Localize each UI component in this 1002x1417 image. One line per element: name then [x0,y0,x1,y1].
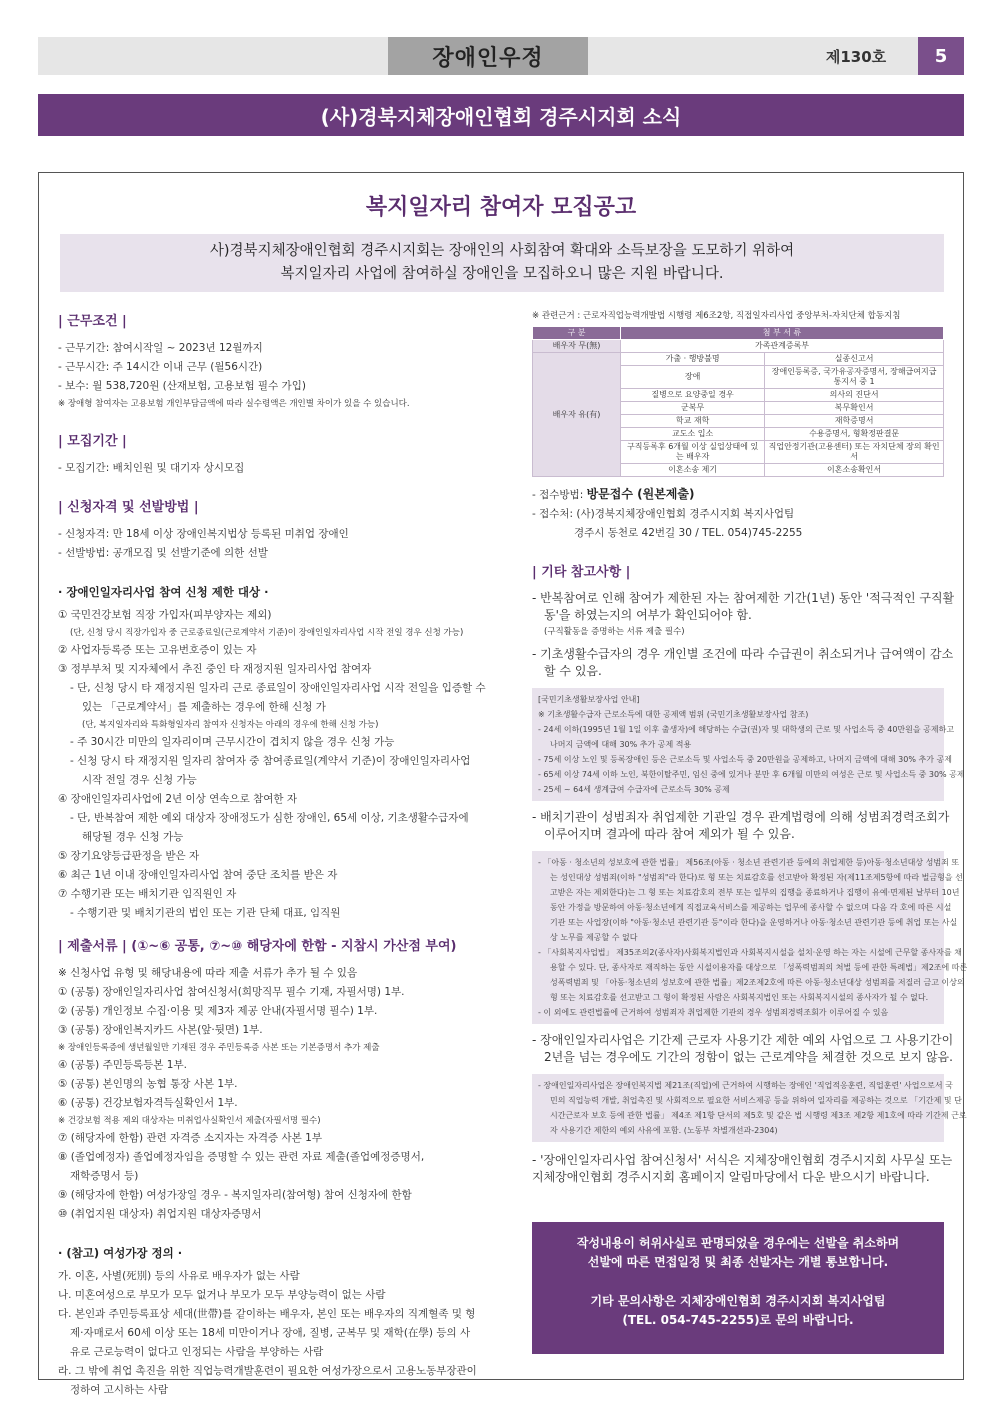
info-line: 나머지 금액에 대해 30% 추가 공제 적용 [550,740,692,749]
info-line: 동안 가정을 방문하여 아동·청소년에게 직접교육서비스를 제공하는 업무에 종사할 수 없으며 다음 각 호에 따른 시설 [550,903,952,912]
document-line: ※ 신청사업 유형 및 해당내용에 따라 제출 서류가 추가 될 수 있음 [58,967,358,979]
document-line: ③ (공통) 장애인복지카드 사본(앞·뒷면) 1부. [58,1024,263,1036]
table-header: 첨 부 서 류 [621,327,944,340]
info-line: - 이 외에도 관련법률에 근거하여 성범죄자 취업제한 기관의 경우 성범죄경력조회가 이루어질 수 있음 [538,1008,889,1017]
info-line: 상 노무를 제공할 수 없다 [550,933,638,942]
documents-table [532,326,944,477]
table-cell: 구직등록후 6개월 이상 실업상태에 있는 배우자 [621,441,765,464]
restriction-line: 있는 「근로계약서」를 제출하는 경우에 한해 신청 가 [82,701,326,713]
footer-line: 작성내용이 허위사실로 판명되었을 경우에는 선발을 취소하며 [576,1236,900,1250]
restriction-line: ② 사업자등록증 또는 고유번호증이 있는 자 [58,644,257,656]
apply-method-line [532,485,944,505]
table-header-row [533,327,944,340]
table-cell: 의사의 진단서 [765,389,944,402]
other-line: 이루어지며 결과에 따라 참여 제외가 될 수 있음. [544,827,795,841]
restriction-line: - 신청 당시 타 재정지원 일자리 참여자 중 참여종료일(계약서 기준)이 장애인일자리사업 [70,755,471,767]
footer-line: 선발에 따른 면접일정 및 최종 선발자는 개별 통보합니다. [587,1255,889,1269]
other-line: - 장애인일자리사업은 기간제 근로자 사용기간 제한 예외 사업으로 그 사용기간이 [532,1033,954,1047]
footer-line: 기타 문의사항은 지체장애인협회 경주시지회 복지사업팀 [590,1294,886,1308]
table-cell: 이혼소송 제기 [621,464,765,477]
restriction-line: ① 국민건강보험 직장 가입자(피부양자는 제외) [58,609,272,621]
info-line: [국민기초생활보장사업 안내] [538,695,640,704]
restriction-line: - 단, 반복참여 제한 예외 대상자 장애정도가 심한 장애인, 65세 이상, 기초생활수급자에 [70,812,469,824]
document-line: ※ 건강보험 적용 제외 대상자는 미취업사실확인서 제출(자필서명 필수) [58,1116,321,1126]
right-column [532,310,968,1186]
document-line: ⑨ (해당자에 한함) 여성가장일 경우 - 복지일자리(참여형) 참여 신청자에 한함 [58,1189,412,1201]
table-cell: 배우자 유(有) [533,353,621,477]
restriction-line: ⑦ 수행기관 또는 배치기관 임직원인 자 [58,888,237,900]
female-head-line: 나. 미혼여성으로 부모가 모두 없거나 부모가 모두 부양능력이 없는 사람 [58,1289,386,1301]
work-line: - 근무시간: 주 14시간 이내 근무 (월56시간) [58,361,263,373]
female-head-line: 라. 그 밖에 취업 촉진을 위한 직업능력개발훈련이 필요한 여성가장으로서 고용노동부장관이 [58,1365,477,1377]
female-head-line: 제·자매로서 60세 이상 또는 18세 미만이거나 장애, 질병, 군복무 및 재학(在學) 등의 사 [70,1327,471,1339]
sex-offense-info-box [532,851,968,1024]
table-cell: 장애인등록증, 국가유공자증명서, 장해급여지급통지서 중 1 [765,366,944,389]
table-row [533,340,944,353]
footer-line: (TEL. 054-745-2255)로 문의 바랍니다. [622,1313,854,1327]
restriction-line: - 수행기관 및 배치기관의 법인 또는 기관 단체 대표, 임직원 [70,907,341,919]
apply-place-line: 경주시 동천로 42번길 30 / TEL. 054)745-2255 [574,527,803,539]
table-cell: 복무확인서 [765,402,944,415]
info-line: 민의 직업능력 개발, 취업촉진 및 사회적으로 필요한 서비스제공 등을 위하여 일자리를 제공하는 것으로 「기간제 및 단 [550,1096,962,1105]
female-head-heading: · (참고) 여성가장 정의 · [58,1246,183,1260]
female-head-line: 유로 근로능력이 없다고 인정되는 사람을 부양하는 사람 [70,1346,324,1358]
table-cell: 가족관계증록부 [621,340,944,353]
page-number: 5 [918,37,964,75]
info-line: 자 사용기간 제한의 예외 사유에 포함. (노동부 차별개선과-2304) [550,1126,778,1135]
info-line: - 24세 이하(1995년 1월 1일 이후 출생자)에 해당하는 수급(권)자 및 대학생의 근로 및 사업소득 중 40만원을 공제하고 [538,725,955,734]
other-line: - 기초생활수급자의 경우 개인별 조건에 따라 수급권이 취소되거나 급여액이 감소 [532,647,954,661]
restriction-line: ⑤ 장기요양등급판정을 받은 자 [58,850,200,862]
table-cell: 재학증명서 [765,415,944,428]
restriction-line: - 단, 신청 당시 타 재정지원 일자리 근로 종료일이 장애인일자리사업 시작 전일을 입증할 수 [70,682,486,694]
restriction-line: ⑥ 최근 1년 이내 장애인일자리사업 참여 중단 조치를 받은 자 [58,869,338,881]
info-line: - 65세 이상 74세 이하 노인, 북한이탈주민, 임신 중에 있거나 분만 후 6개월 미만의 여성은 근로 및 사업소득 중 30% 공제 [538,770,965,779]
qualification-heading: | 신청자격 및 선발방법 | [58,500,199,515]
table-row [533,353,944,366]
table-cell: 이혼소송확인서 [765,464,944,477]
info-line: 는 성인대상 성범죄(이하 "성범죄"라 한다)로 형 또는 치료감호를 선고받아 확정된 자(제11조제5항에 따라 벌금형을 선 [550,873,963,882]
info-line: - 25세 ~ 64세 생계급여 수급자에 근로소득 30% 공제 [538,785,730,794]
work-note: ※ 장애형 참여자는 고용보험 개인부담금액에 따라 실수령액은 개인별 차이가 있을 수 있습니다. [58,399,410,409]
info-line: 고받은 자는 제외한다)는 그 형 또는 치료감호의 전부 또는 일부의 집행을 종료하거나 집행이 유예·면제된 날부터 10년 [550,888,960,897]
fixed-term-info-box [532,1074,967,1142]
document-line: ⑤ (공통) 본인명의 농협 통장 사본 1부. [58,1078,238,1090]
table-cell: 군복무 [621,402,765,415]
info-line: 시간근로자 보호 등에 관한 법률」 제4조 제1항 단서의 제5호 및 같은 법 시행령 제3조 제2항 제1호에 따라 기간제 근로 [550,1111,967,1120]
document-line: ④ (공통) 주민등록등본 1부. [58,1059,187,1071]
info-line: 성폭력범죄 및 「아동·청소년의 성보호에 관한 법률」제2조제2호에 따른 아동·청소년대상 성범죄를 저질러 금고 이상의 [550,978,965,987]
other-line: - 반복참여로 인해 참여가 제한된 자는 참여제한 기간(1년) 동안 '적극적인 구직활 [532,591,955,605]
info-line: - 「사회복지사업법」 제35조의2(종사자)사회복지법인과 사회복지시설을 설치·운영 하는 자는 시설에 근무할 종사자를 채 [538,948,962,957]
restrictions-heading: · 장애인일자리사업 참여 신청 제한 대상 · [58,585,269,599]
table-cell: 교도소 입소 [621,428,765,441]
other-line: 할 수 있음. [544,664,602,678]
info-line: - 75세 이상 노인 및 등록장애인 등은 근로소득 및 사업소득 중 20만원을 공제하고, 나머지 금액에 대해 30% 추가 공제 [538,755,952,764]
document-line: ⑩ (취업지원 대상자) 취업지원 대상자증명서 [58,1208,262,1220]
apply-place-line: - 접수처: (사)경북지체장애인협회 경주시지회 복지사업팀 [532,508,795,520]
section-title: (사)경북지체장애인협회 경주시지회 소식 [38,94,964,136]
recruit-line: - 모집기간: 배치인원 및 대기자 상시모집 [58,462,245,474]
other-line: - 배치기관이 성범죄자 취업제한 기관일 경우 관계법령에 의해 성범죄경력조회가 [532,810,950,824]
notice-title: 복지일자리 참여자 모집공고 [365,195,637,220]
table-cell: 배우자 무(無) [533,340,621,353]
table-cell: 수용증명서, 형확정판결문 [765,428,944,441]
document-line: 재학증명서 등) [70,1170,139,1182]
female-head-line: 다. 본인과 주민등록표상 세대(世帶)를 같이하는 배우자, 본인 또는 배우자의 직계혈족 및 형 [58,1308,476,1320]
document-line: ① (공통) 장애인일자리사업 참여신청서(희망직무 필수 기재, 자필서명) 1부. [58,986,405,998]
other-line: 지체장애인협회 경주시지회 홈페이지 알림마당에서 다운 받으시기 바랍니다. [532,1170,930,1184]
logo-text: 장애인우정 [432,44,544,71]
recruit-period-heading: | 모집기간 | [58,434,127,449]
table-cell: 질병으로 요양중일 경우 [621,389,765,402]
info-line: - 「아동 · 청소년의 성보호에 관한 법률」 제56조(아동 · 청소년 관련기관 등에의 취업제한 등)아동·청소년대상 성범죄 또 [538,858,960,867]
documents-heading: | 제출서류 | (①~⑥ 공통, ⑦~⑩ 해당자에 한함 - 지참시 가산점 부여) [58,939,457,954]
female-head-line: 가. 이혼, 사별(死別) 등의 사유로 배우자가 없는 사람 [58,1270,300,1282]
other-line: 2년을 넘는 경우에도 기간의 정함이 없는 근로계약을 체결한 것으로 보지 않음. [544,1050,953,1064]
left-column [58,312,486,1400]
restriction-line: (단, 복지일자리와 특화형일자리 참여자 신청자는 아래의 경우에 한해 신청 가능) [82,720,379,730]
other-line: (구직활동을 증명하는 서류 제출 필수) [544,627,685,637]
document-line: ※ 장애인등록증에 생년월일만 기재된 경우 주민등록증 사본 또는 기본증명서 추가 제출 [58,1043,380,1053]
intro-line: 복지일자리 사업에 참여하실 장애인을 모집하오니 많은 지원 바랍니다. [280,266,724,282]
table-cell: 가출 · 행방불명 [621,353,765,366]
other-heading: | 기타 참고사항 | [532,565,631,580]
apply-method-label: - 접수방법: [532,489,587,501]
document-line: ⑧ (졸업예정자) 졸업예정자임을 증명할 수 있는 관련 자료 제출(졸업예정증명서, [58,1151,425,1163]
info-line: ※ 기초생활수급자 근로소득에 대한 공제액 범위 (국민기초생활보장사업 참조) [538,710,809,719]
restriction-line: 시작 전일 경우 신청 가능 [82,774,197,786]
notice-intro [60,234,944,292]
restriction-line: (단, 신청 당시 직장가입자 중 근로종료일(근로계약서 기준)이 장애인일자리사업 시작 전일 경우 신청 가능) [70,628,464,638]
newspaper-logo [388,37,588,75]
restriction-line: - 주 30시간 미만의 일자리이며 근무시간이 겹치지 않을 경우 신청 가능 [70,736,395,748]
intro-line: 사)경북지체장애인협회 경주시지회는 장애인의 사회참여 확대와 소득보장을 도모하기 위하여 [209,243,795,259]
other-line: 동'을 하였는지의 여부가 확인되어야 함. [544,608,752,622]
work-line: - 근무기간: 참여시작일 ~ 2023년 12월까지 [58,342,263,354]
info-line: - 장애인일자리사업은 장애인복지법 제21조(직업)에 근거하여 시행하는 장애인 '직업적응훈련, 직업훈련' 사업으로서 국 [538,1081,953,1090]
contact-notice-box [532,1222,944,1354]
info-line: 형 또는 치료감호를 선고받고 그 형이 확정된 사람은 사회복지법인 또는 사회복지시설의 종사자가 될 수 없다. [550,993,929,1002]
work-conditions-heading: | 근무조건 | [58,314,127,329]
work-line: - 보수: 월 538,720원 (산재보험, 고용보험 필수 가입) [58,380,306,392]
table-reference-note: ※ 관련근거 : 근로자직업능력개발법 시행령 제6조2항, 직접일자리사업 중앙부처-자치단체 합동지침 [532,311,901,321]
table-cell: 장애 [621,366,765,389]
apply-method: 방문접수 (원본제출) [586,487,695,501]
table-header: 구 분 [533,327,621,340]
basic-living-info-box [532,688,965,801]
female-head-line: 정하여 고시하는 사람 [70,1384,168,1396]
document-line: ⑦ (해당자에 한함) 관련 자격증 소지자는 자격증 사본 1부 [58,1132,322,1144]
table-cell: 학교 재학 [621,415,765,428]
restriction-line: 해당될 경우 신청 가능 [82,831,184,843]
qualification-line: - 신청자격: 만 18세 이상 장애인복지법상 등록된 미취업 장애인 [58,528,349,540]
table-cell: 직업안정기관(고용센터) 또는 자치단체 장의 확인서 [765,441,944,464]
restriction-line: ③ 정부부처 및 지자체에서 추진 중인 타 재정지원 일자리사업 참여자 [58,663,372,675]
issue-number: 제130호 [825,47,887,66]
qualification-line: - 선발방법: 공개모집 및 선발기준에 의한 선발 [58,547,268,559]
other-line: - '장애인일자리사업 참여신청서' 서식은 지체장애인협회 경주시지회 사무실 또는 [532,1153,953,1167]
document-line: ⑥ (공통) 건강보험자격득실확인서 1부. [58,1097,238,1109]
restriction-line: ④ 장애인일자리사업에 2년 이상 연속으로 참여한 자 [58,793,297,805]
document-line: ② (공통) 개인정보 수집·이용 및 제3자 제공 안내(자필서명 필수) 1부. [58,1005,378,1017]
info-line: 기관 또는 사업장(이하 "아동·청소년 관련기관 등"이라 한다)을 운영하거나 아동·청소년 관련기관 등에 취업 또는 사실 [550,918,958,927]
table-cell: 실종신고서 [765,353,944,366]
info-line: 용할 수 있다. 단, 종사자로 재직하는 동안 시설이용자를 대상으로 「성폭력범죄의 처벌 등에 관한 특례법」제2조에 따른 [550,963,968,972]
